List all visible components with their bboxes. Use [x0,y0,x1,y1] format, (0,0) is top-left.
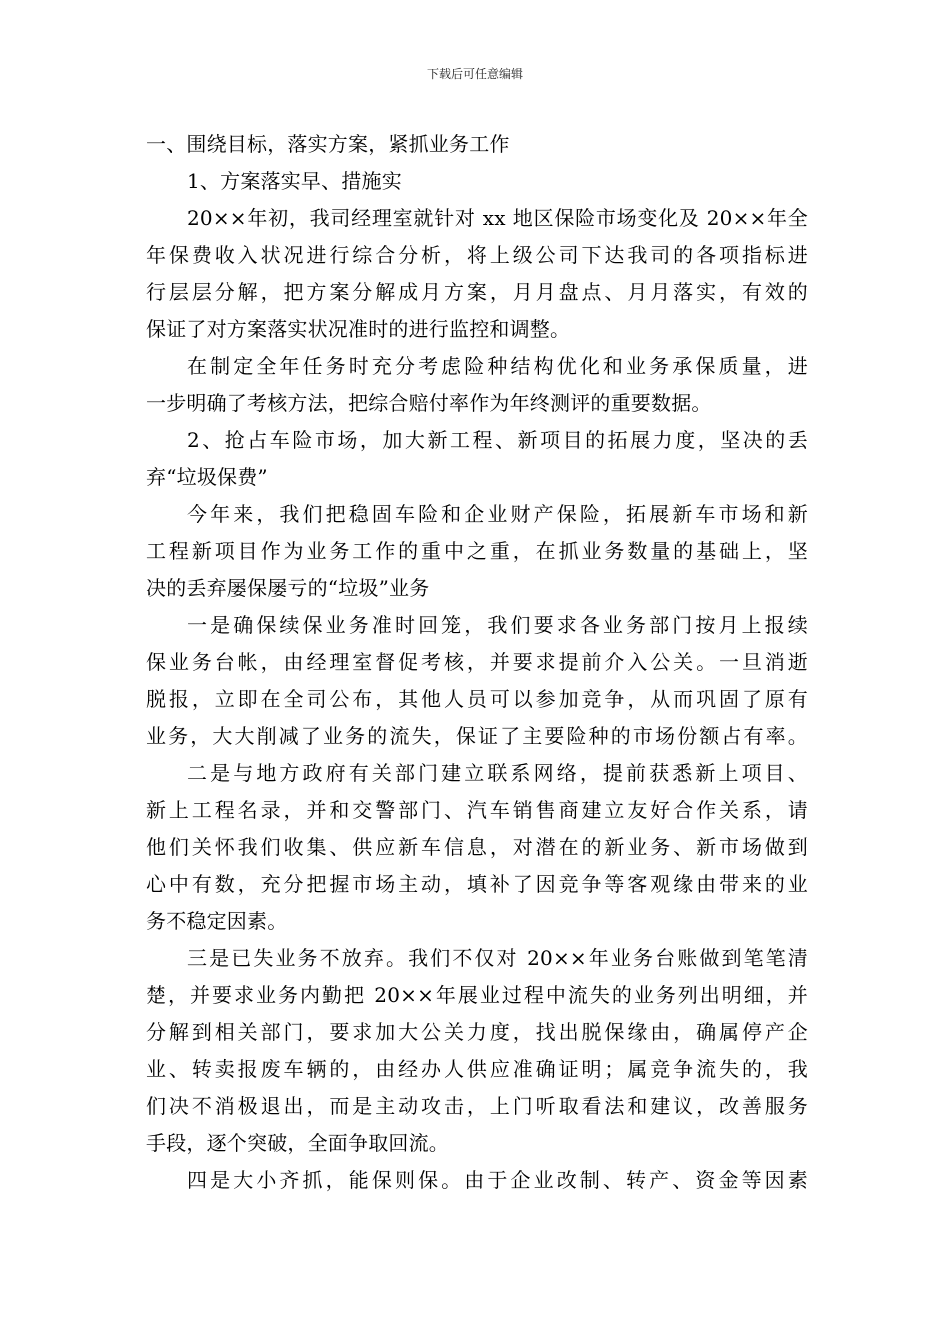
text-line: 务不稳定因素。 [146,909,288,933]
text-line: 决的丢弃屡保屡亏的“垃圾”业务 [146,576,430,600]
text-line: 20××年初，我司经理室就针对 xx 地区保险市场变化及 20××年全 [187,206,808,230]
text-line: 一、围绕目标，落实方案，紧抓业务工作 [146,132,510,156]
text-line: 业、转卖报废车辆的，由经办人供应准确证明；属竞争流失的，我 [146,1057,808,1081]
page-header: 下载后可任意编辑 [426,67,523,81]
text-line: 楚，并要求业务内勤把 20××年展业过程中流失的业务列出明细，并 [146,983,808,1007]
text-line: 他们关怀我们收集、供应新车信息，对潜在的新业务、新市场做到 [146,835,808,859]
text-line: 业务，大大削减了业务的流失，保证了主要险种的市场份额占有率。 [146,724,808,748]
text-line: 一步明确了考核方法，把综合赔付率作为年终测评的重要数据。 [146,391,712,415]
text-line: 脱报，立即在全司公布，其他人员可以参加竞争，从而巩固了原有 [146,687,808,711]
text-line: 1、方案落实早、措施实 [187,169,402,193]
document-body [146,126,808,1199]
text-line: 行层层分解，把方案分解成月方案，月月盘点、月月落实，有效的 [146,280,808,304]
text-line: 三是已失业务不放弃。我们不仅对 20××年业务台账做到笔笔清 [187,946,808,970]
text-line: 四是大小齐抓，能保则保。由于企业改制、转产、资金等因素 [187,1168,808,1192]
text-line: 年保费收入状况进行综合分析，将上级公司下达我司的各项指标进 [146,243,808,267]
text-line: 保业务台帐，由经理室督促考核，并要求提前介入公关。一旦消逝 [146,650,808,674]
text-line: 分解到相关部门，要求加大公关力度，找出脱保缘由，确属停产企 [146,1020,808,1044]
text-line: 工程新项目作为业务工作的重中之重，在抓业务数量的基础上，坚 [146,539,808,563]
text-line: 弃“垃圾保费” [146,465,268,489]
text-line: 今年来，我们把稳固车险和企业财产保险，拓展新车市场和新 [187,502,808,526]
text-line: 二是与地方政府有关部门建立联系网络，提前获悉新上项目、 [187,761,808,785]
text-line: 们决不消极退出，而是主动攻击，上门听取看法和建议，改善服务 [146,1094,808,1118]
text-line: 保证了对方案落实状况准时的进行监控和调整。 [146,317,571,341]
text-line: 在制定全年任务时充分考虑险种结构优化和业务承保质量，进 [187,354,808,378]
text-line: 一是确保续保业务准时回笼，我们要求各业务部门按月上报续 [187,613,808,637]
text-line: 心中有数，充分把握市场主动，填补了因竞争等客观缘由带来的业 [146,872,808,896]
text-line: 2、抢占车险市场，加大新工程、新项目的拓展力度，坚决的丢 [187,428,808,452]
text-line: 新上工程名录，并和交警部门、汽车销售商建立友好合作关系，请 [146,798,808,822]
text-line: 手段，逐个突破，全面争取回流。 [146,1131,449,1155]
